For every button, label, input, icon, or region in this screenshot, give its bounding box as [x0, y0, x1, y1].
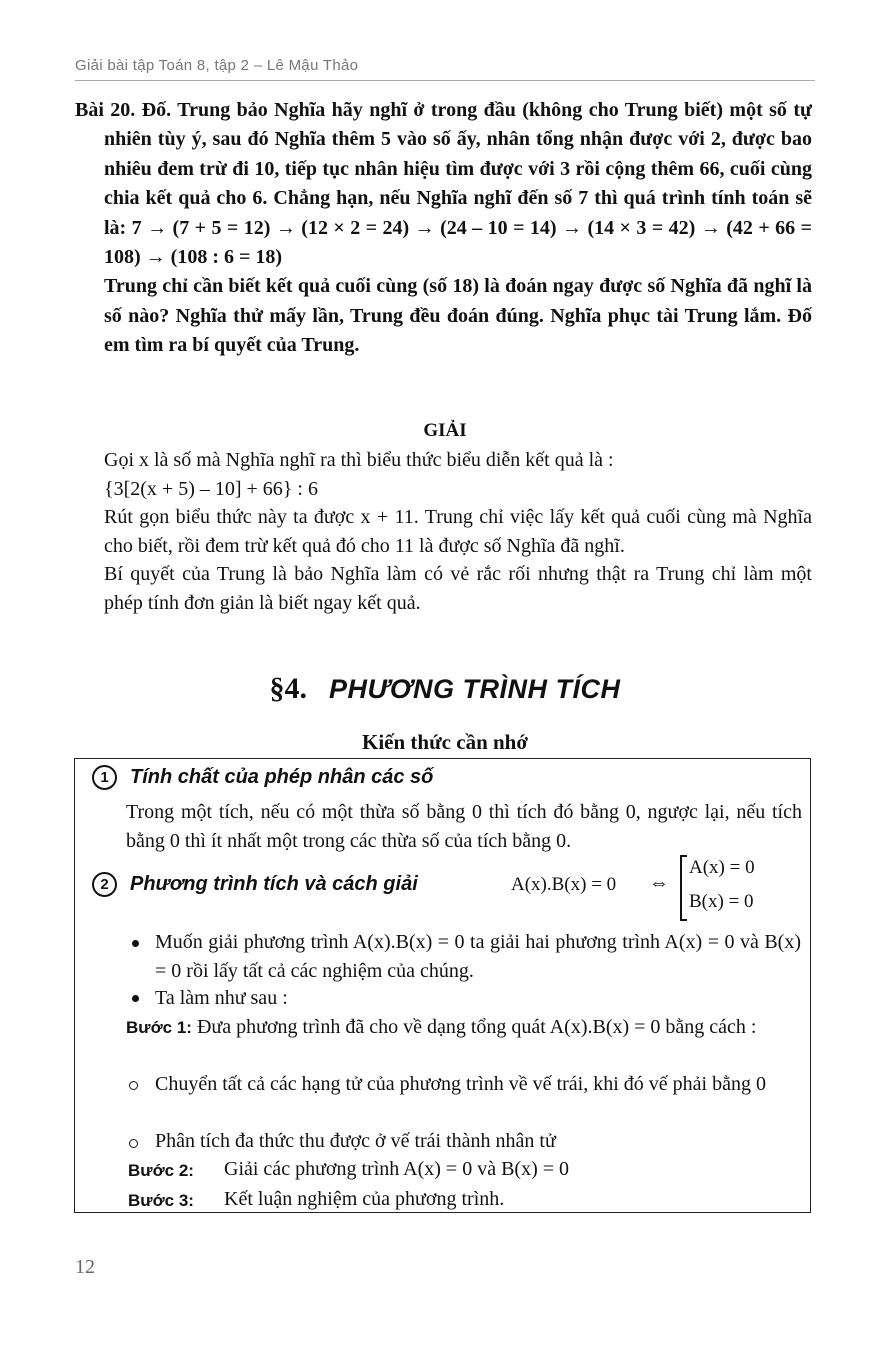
bullet1-text: Muốn giải phương trình A(x).B(x) = 0 ta giải hai phương trình A(x) = 0 và B(x) = 0 rồi lấy tất cả các nghiệm của chúng.: [155, 931, 801, 982]
equivalence-symbol: ⇔: [649, 872, 669, 894]
knowledge-heading: Kiến thức cần nhớ: [361, 730, 528, 754]
problem-text: Đố. Trung bảo Nghĩa hãy nghĩ ở trong đầu (không cho Trung biết) một số tự nhiên tùy ý, sau đó Nghĩa thêm 5 vào số ấy, nhân tổng nhận được với 2, được bao nhiêu đem trừ đi 10, tiếp tục nhân hiệu tìm được với 3 rồi cộng thêm 66, cuối cùng chia kết quả cho 6. Chẳng hạn, nếu Nghĩa nghĩ đến số 7 thì quá trình tính toán sẽ là: 7 → (7 + 5 = 12) → (12 × 2 = 24) → (24 – 10 = 14) → (14 × 3 = 42) → (42 + 66 = 108) → (108 : 6 = 18): [104, 99, 812, 269]
sub2-text: Phân tích đa thức thu được ở vế trái thành nhân tử: [155, 1130, 556, 1152]
item2-header: [92, 872, 418, 897]
problem-20: [75, 96, 812, 361]
solution-body: [104, 446, 812, 618]
step2-label: Bước 2:: [128, 1161, 194, 1180]
solution-p4: Bí quyết của Trung là bảo Nghĩa làm có vẻ rắc rối nhưng thật ra Trung chỉ làm một phép tính đơn giản là biết ngay kết quả.: [104, 563, 812, 614]
sub-bullet: [129, 1081, 138, 1090]
problem-question: Trung chỉ cần biết kết quả cuối cùng (số 18) là đoán ngay được số Nghĩa đã nghĩ là số nào? Nghĩa thử mấy lần, Trung đều đoán đúng. Nghĩa phục tài Trung lắm. Đố em tìm ra bí quyết của Trung.: [104, 275, 812, 357]
solution-p1: Gọi x là số mà Nghĩa nghĩ ra thì biểu thức biểu diễn kết quả là :: [104, 449, 614, 471]
item1-number: 1: [92, 765, 117, 790]
item2-number: 2: [92, 872, 117, 897]
bullet-dot: [132, 995, 139, 1002]
step3-label: Bước 3:: [128, 1191, 194, 1210]
step3-text: Kết luận nghiệm của phương trình.: [224, 1188, 505, 1210]
sub1-text: Chuyển tất cả các hạng tử của phương trình về vế trái, khi đó vế phải bằng 0: [155, 1073, 766, 1095]
running-header: Giải bài tập Toán 8, tập 2 – Lê Mậu Thảo: [75, 57, 359, 74]
problem-label: Bài 20.: [75, 99, 136, 121]
case-b: B(x) = 0: [689, 891, 754, 912]
sub-bullet: [129, 1139, 138, 1148]
problem-statement: [75, 96, 812, 272]
step1-label: Bước 1:: [126, 1018, 192, 1037]
item1-header: [92, 765, 433, 790]
bullet2-text: Ta làm như sau :: [155, 987, 288, 1009]
step2-text: Giải các phương trình A(x) = 0 và B(x) = 0: [224, 1158, 570, 1180]
knowledge-box: [74, 758, 811, 1213]
section-title: [0, 672, 890, 706]
item1-title: Tính chất của phép nhân các số: [130, 766, 434, 788]
item1-text: Trong một tích, nếu có một thừa số bằng 0 thì tích đó bằng 0, ngược lại, nếu tích bằng 0 thì ít nhất một trong các thừa số của tích bằng 0.: [126, 801, 802, 852]
header-rule: [75, 80, 815, 81]
solution-title: GIẢI: [423, 420, 467, 441]
step1-text: Đưa phương trình đã cho về dạng tổng quát A(x).B(x) = 0 bằng cách :: [191, 1016, 757, 1038]
item2-title: Phương trình tích và cách giải: [130, 873, 418, 895]
step1: [126, 1013, 802, 1042]
solution-expression: {3[2(x + 5) – 10] + 66} : 6: [104, 477, 318, 500]
section-name: PHƯƠNG TRÌNH TÍCH: [329, 674, 621, 704]
bullet-dot: [132, 940, 139, 947]
case-bracket: [680, 855, 687, 921]
section-symbol: §4.: [269, 672, 308, 705]
page-number: 12: [75, 1256, 95, 1278]
formula-left: A(x).B(x) = 0: [511, 874, 617, 895]
solution-p3: Rút gọn biểu thức này ta được x + 11. Trung chỉ việc lấy kết quả cuối cùng mà Nghĩa cho biết, rồi đem trừ kết quả đó cho 11 là được số Nghĩa đã nghĩ.: [104, 506, 812, 557]
case-a: A(x) = 0: [689, 857, 755, 878]
